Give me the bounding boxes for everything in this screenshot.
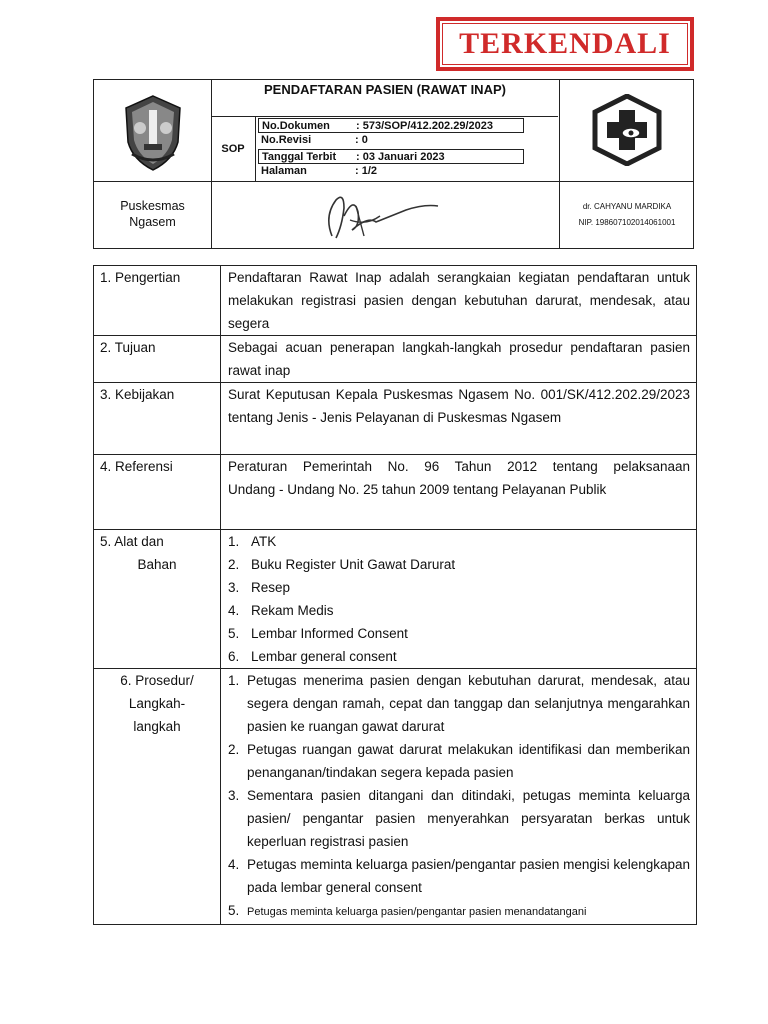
sop-title: PENDAFTARAN PASIEN (RAWAT INAP)	[264, 82, 506, 97]
sop-header	[93, 79, 694, 249]
list-item: 5. Petugas meminta keluarga pasien/pengantar pasien menandatangani	[228, 903, 587, 918]
revision-key: No.Revisi	[261, 134, 312, 146]
list-item: 5. Lembar Informed Consent	[228, 626, 408, 641]
referensi-label: 4. Referensi	[94, 455, 221, 530]
prosedur-steps	[221, 669, 697, 925]
issue-date-key: Tanggal Terbit	[262, 151, 337, 163]
list-item: 2. Petugas ruangan gawat darurat melakukan identifikasi dan memberikan penanganan/tindakan segera kepada pasien	[228, 742, 690, 780]
puskesmas-line2: Ngasem	[129, 215, 176, 229]
doc-number-value: : 573/SOP/412.202.29/2023	[356, 120, 493, 132]
list-item: 4. Petugas meminta keluarga pasien/pengantar pasien mengisi kelengkapan pada lembar general consent	[228, 857, 690, 895]
page-key: Halaman	[261, 165, 307, 177]
list-item: 1. Petugas menerima pasien dengan kebutuhan darurat, mendesak, atau segera dengan ramah, cepat dan tanggap dan selanjutnya mengarahkan pasien ke ruangan gawat darurat	[228, 673, 690, 734]
table-row	[94, 383, 697, 455]
issue-date-row	[258, 149, 524, 164]
table-row	[94, 455, 697, 530]
alat-list	[221, 530, 697, 669]
page-value: : 1/2	[355, 165, 378, 177]
table-row	[94, 266, 697, 336]
referensi-line1: Peraturan Pemerintah No. 96 Tahun 2012 tentang pelaksanaan	[228, 459, 690, 474]
sop-label: SOP	[221, 143, 245, 155]
referensi-text	[221, 455, 697, 530]
list-item: 4. Rekam Medis	[228, 603, 334, 618]
list-item: 6. Lembar general consent	[228, 649, 397, 664]
signature-image	[314, 186, 444, 246]
list-item: 1. ATK	[228, 534, 277, 549]
referensi-line2: Undang - Undang No. 25 tahun 2009 tentang Pelayanan Publik	[228, 482, 607, 497]
tujuan-text: Sebagai acuan penerapan langkah-langkah prosedur pendaftaran pasien rawat inap	[221, 336, 697, 383]
stamp-text: TERKENDALI	[459, 27, 671, 60]
table-row	[94, 530, 697, 669]
doc-number-row	[258, 118, 524, 133]
list-item: 3. Sementara pasien ditangani dan ditindaki, petugas meminta keluarga pasien/ pengantar pasien menyerahkan persyaratan berkas untuk keperluan registrasi pasien	[228, 788, 690, 849]
page-row	[261, 164, 527, 179]
list-item: 2. Buku Register Unit Gawat Darurat	[228, 557, 456, 572]
puskesmas-line1: Puskesmas	[120, 199, 185, 213]
head-name: dr. CAHYANU MARDIKA	[582, 202, 672, 211]
tujuan-label: 2. Tujuan	[94, 336, 221, 383]
table-row	[94, 669, 697, 925]
issue-date-value: : 03 Januari 2023	[356, 151, 445, 163]
alat-label: 5. Alat dan Bahan	[94, 530, 221, 669]
pengertian-text: Pendaftaran Rawat Inap adalah serangkaian kegiatan pendaftaran untuk melakukan registrasi pasien dengan kebutuhan darurat, mendesak, atau segera	[221, 266, 697, 336]
revision-row	[261, 133, 527, 148]
puskesmas-logo-icon	[591, 94, 663, 166]
list-item: 3. Resep	[228, 580, 291, 595]
regency-emblem-icon	[118, 94, 188, 172]
kebijakan-text: Surat Keputusan Kepala Puskesmas Ngasem No. 001/SK/412.202.29/2023 tentang Jenis - Jenis Pelayanan di Puskesmas Ngasem	[221, 383, 697, 455]
prosedur-label: 6. Prosedur/ Langkah- langkah	[94, 669, 221, 925]
table-row	[94, 336, 697, 383]
puskesmas-name	[94, 198, 211, 230]
terkendali-stamp	[436, 17, 694, 71]
doc-number-key: No.Dokumen	[262, 120, 330, 132]
pengertian-label: 1. Pengertian	[94, 266, 221, 336]
sop-content-table	[93, 265, 697, 925]
head-nip: NIP. 198607102014061001	[578, 218, 676, 227]
revision-value: : 0	[355, 134, 368, 146]
kebijakan-label: 3. Kebijakan	[94, 383, 221, 455]
